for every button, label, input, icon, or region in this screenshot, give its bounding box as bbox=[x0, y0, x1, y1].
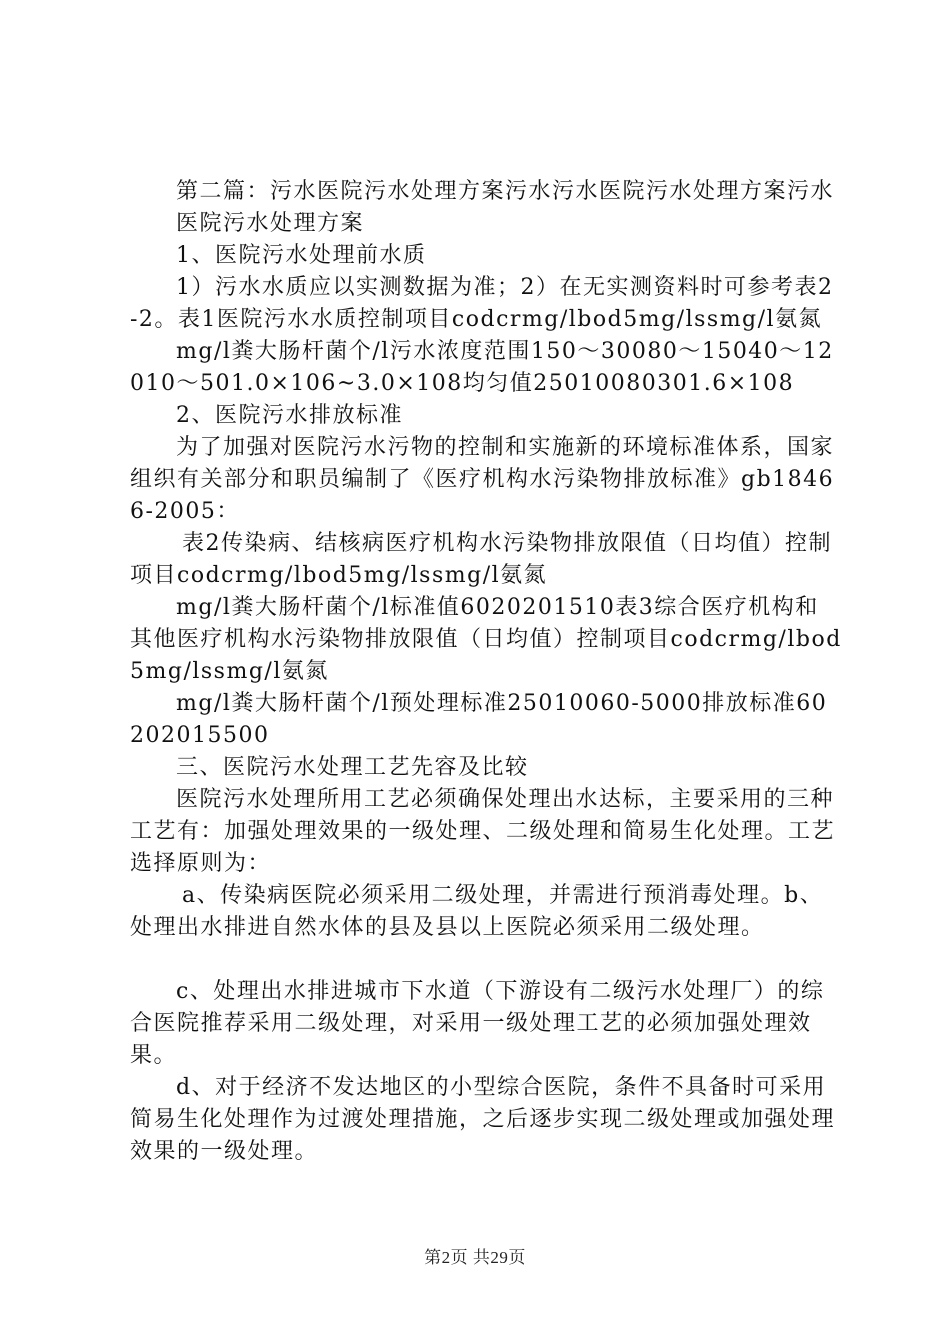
page-number-footer: 第2页 共29页 bbox=[424, 1248, 526, 1267]
paragraph-table-2: 表2传染病、结核病医疗机构水污染物排放限值（日均值）控制项目codcrmg/lbod5mg/lssmg/l氨氮 bbox=[130, 531, 832, 588]
document-body bbox=[130, 176, 842, 1168]
paragraph-rule-d: d、对于经济不发达地区的小型综合医院，条件不具备时可采用简易生化处理作为过渡处理措施，之后逐步实现二级处理或加强处理效果的一级处理。 bbox=[130, 1075, 836, 1164]
paragraph-table-2-3-values: mg/l粪大肠杆菌个/l标准值6020201510表3综合医疗机构和其他医疗机构水污染物排放限值（日均值）控制项目codcrmg/lbod5mg/lssmg/l氨氮 bbox=[130, 595, 842, 684]
heading-section-1: 1、医院污水处理前水质 bbox=[176, 243, 427, 268]
paragraph-rule-c: c、处理出水排进城市下水道（下游设有二级污水处理厂）的综合医院推荐采用二级处理，对采用一级处理工艺的必须加强处理效果。 bbox=[130, 979, 825, 1068]
heading-chapter-title: 第二篇：污水医院污水处理方案污水污水医院污水处理方案污水 bbox=[176, 179, 835, 204]
paragraph-table-3-values: mg/l粪大肠杆菌个/l预处理标准25010060-5000排放标准60202015500 bbox=[130, 691, 828, 748]
paragraph-process-intro: 医院污水处理所用工艺必须确保处理出水达标，主要采用的三种工艺有：加强处理效果的一级处理、二级处理和简易生化处理。工艺选择原则为： bbox=[130, 787, 836, 876]
heading-plan-title: 医院污水处理方案 bbox=[176, 211, 365, 236]
paragraph-rule-a-b: a、传染病医院必须采用二级处理，并需进行预消毒处理。b、处理出水排进自然水体的县及县以上医院必须采用二级处理。 bbox=[130, 883, 824, 940]
paragraph-table-1-values: mg/l粪大肠杆菌个/l污水浓度范围150～30080～15040～12010～501.0×106~3.0×108均匀值25010080301.6×108 bbox=[130, 339, 834, 396]
paragraph-water-quality: 1）污水水质应以实测数据为准；2）在无实测资料时可参考表2-2。表1医院污水水质控制项目codcrmg/lbod5mg/lssmg/l氨氮 bbox=[130, 275, 834, 332]
paragraph-discharge-standard: 为了加强对医院污水污物的控制和实施新的环境标准体系，国家组织有关部分和职员编制了《医疗机构水污染物排放标准》gb18466-2005： bbox=[130, 435, 835, 524]
heading-section-3: 三、医院污水处理工艺先容及比较 bbox=[176, 755, 529, 780]
heading-section-2: 2、医院污水排放标准 bbox=[176, 403, 403, 428]
